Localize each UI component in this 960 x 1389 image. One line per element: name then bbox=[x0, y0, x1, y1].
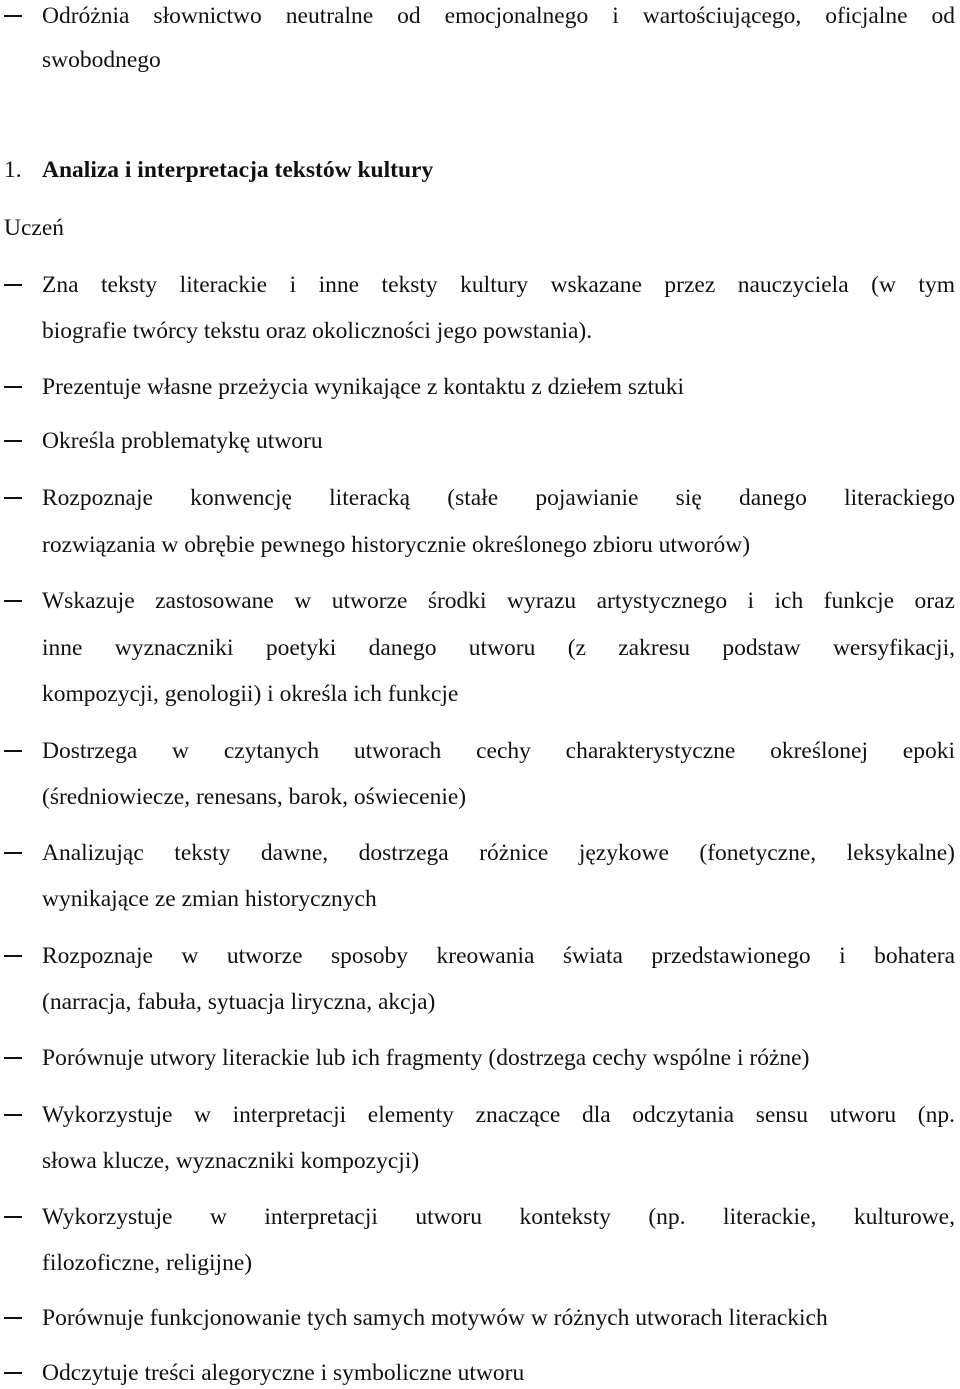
list-item-text: słowa klucze, wyznaczniki kompozycji) bbox=[42, 1148, 420, 1174]
list-item-text: Porównuje utwory literackie lub ich fragmenty (dostrzega cechy wspólne i różne) bbox=[42, 1045, 810, 1071]
list-item bbox=[0, 735, 960, 767]
dash-bullet-icon bbox=[4, 1114, 22, 1116]
intro-line-1: Odróżnia słownictwo neutralne od emocjonalnego i wartościującego, oficjalne od bbox=[42, 3, 955, 29]
list-item bbox=[0, 837, 960, 869]
list-item-text: (narracja, fabuła, sytuacja liryczna, akcja) bbox=[42, 989, 436, 1015]
section-number: 1. bbox=[4, 157, 22, 183]
section-heading bbox=[0, 154, 960, 186]
list-item-text: (średniowiecze, renesans, barok, oświecenie) bbox=[42, 784, 467, 810]
list-item bbox=[0, 425, 960, 457]
dash-bullet-icon bbox=[4, 600, 22, 602]
subject-row bbox=[0, 212, 960, 244]
dash-bullet-icon bbox=[4, 852, 22, 854]
intro-item bbox=[0, 0, 960, 32]
list-item-cont bbox=[0, 1247, 960, 1279]
list-item-text: inne wyznaczniki poetyki danego utworu (z zakresu podstaw wersyfikacji, bbox=[42, 635, 955, 661]
list-item-text: Dostrzega w czytanych utworach cechy charakterystyczne określonej epoki bbox=[42, 738, 955, 764]
subject-label: Uczeń bbox=[4, 215, 65, 241]
dash-bullet-icon bbox=[4, 284, 22, 286]
list-item-text: filozoficzne, religijne) bbox=[42, 1250, 253, 1276]
list-item-text: Zna teksty literackie i inne teksty kultury wskazane przez nauczyciela (w tym bbox=[42, 272, 955, 298]
section-title: Analiza i interpretacja tekstów kultury bbox=[42, 157, 434, 183]
list-item-cont bbox=[0, 883, 960, 915]
dash-bullet-icon bbox=[4, 386, 22, 388]
list-item-cont bbox=[0, 986, 960, 1018]
list-item-cont bbox=[0, 1145, 960, 1177]
intro-item-cont bbox=[0, 44, 960, 76]
list-item-text: Rozpoznaje w utworze sposoby kreowania świata przedstawionego i bohatera bbox=[42, 943, 955, 969]
list-item-cont bbox=[0, 678, 960, 710]
intro-line-2: swobodnego bbox=[42, 47, 161, 73]
list-item bbox=[0, 1201, 960, 1233]
list-item-text: Wykorzystuje w interpretacji elementy znaczące dla odczytania sensu utworu (np. bbox=[42, 1102, 955, 1128]
list-item-cont bbox=[0, 781, 960, 813]
dash-bullet-icon bbox=[4, 1216, 22, 1218]
list-item-cont bbox=[0, 529, 960, 561]
list-item bbox=[0, 371, 960, 403]
list-item bbox=[0, 482, 960, 514]
dash-bullet-icon bbox=[4, 1317, 22, 1319]
dash-bullet-icon bbox=[4, 1372, 22, 1374]
list-item-text: Rozpoznaje konwencję literacką (stałe pojawianie się danego literackiego bbox=[42, 485, 955, 511]
list-item bbox=[0, 1302, 960, 1334]
list-item-text: kompozycji, genologii) i określa ich funkcje bbox=[42, 681, 459, 707]
list-item bbox=[0, 269, 960, 301]
list-item-text: Porównuje funkcjonowanie tych samych motywów w różnych utworach literackich bbox=[42, 1305, 828, 1331]
list-item bbox=[0, 1042, 960, 1074]
list-item-text: rozwiązania w obrębie pewnego historycznie określonego zbioru utworów) bbox=[42, 532, 751, 558]
dash-bullet-icon bbox=[4, 497, 22, 499]
list-item-text: Analizując teksty dawne, dostrzega różnice językowe (fonetyczne, leksykalne) bbox=[42, 840, 955, 866]
list-item-text: Określa problematykę utworu bbox=[42, 428, 323, 454]
dash-bullet-icon bbox=[4, 1057, 22, 1059]
list-item-text: Wskazuje zastosowane w utworze środki wyrazu artystycznego i ich funkcje oraz bbox=[42, 588, 955, 614]
list-item-cont bbox=[0, 315, 960, 347]
list-item-text: wynikające ze zmian historycznych bbox=[42, 886, 377, 912]
dash-bullet-icon bbox=[4, 750, 22, 752]
list-item bbox=[0, 585, 960, 617]
list-item-text: biografie twórcy tekstu oraz okoliczności jego powstania). bbox=[42, 318, 593, 344]
dash-bullet-icon bbox=[4, 955, 22, 957]
list-item-text: Odczytuje treści alegoryczne i symboliczne utworu bbox=[42, 1360, 525, 1386]
dash-bullet-icon bbox=[4, 15, 22, 17]
list-item bbox=[0, 1357, 960, 1389]
list-item-text: Prezentuje własne przeżycia wynikające z kontaktu z dziełem sztuki bbox=[42, 374, 685, 400]
list-item bbox=[0, 1099, 960, 1131]
dash-bullet-icon bbox=[4, 440, 22, 442]
list-item bbox=[0, 940, 960, 972]
list-item-text: Wykorzystuje w interpretacji utworu konteksty (np. literackie, kulturowe, bbox=[42, 1204, 955, 1230]
list-item-cont bbox=[0, 632, 960, 664]
